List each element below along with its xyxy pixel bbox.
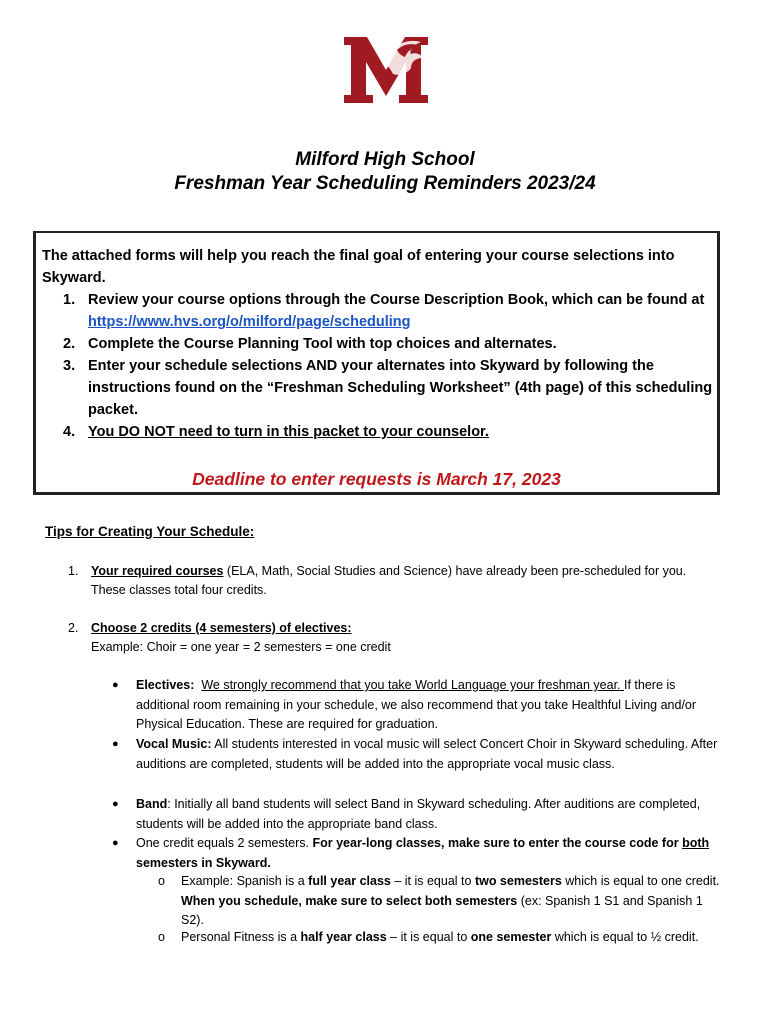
step-number: 2. bbox=[63, 336, 76, 352]
list-item bbox=[112, 735, 722, 774]
step-number: 1. bbox=[63, 292, 76, 308]
school-logo-icon bbox=[341, 34, 431, 106]
electives-text: If there is additional room remaining in your schedule, we also recommend that you take Healthful Living and/or Physical Education. These are required for graduation. bbox=[136, 678, 697, 731]
credit-bold: For year-long classes, make sure to enter the course code for bbox=[312, 836, 683, 850]
bullet-icon: ● bbox=[112, 738, 119, 750]
list-item bbox=[112, 795, 722, 834]
sub-text: (ex: Spanish 1 S1 and Spanish 1 S2). bbox=[181, 893, 703, 927]
required-courses-text: (ELA, Math, Social Studies and Science) have already been pre-scheduled for you. These classes total four credits. bbox=[91, 564, 687, 597]
electives-recommendation: We strongly recommend that you take World Language your freshman year. bbox=[201, 678, 625, 692]
bullet-icon: ● bbox=[112, 679, 119, 691]
sub-text: which is equal to one credit. bbox=[561, 874, 720, 888]
credit-bold-end: semesters in Skyward. bbox=[136, 855, 271, 870]
intro-text: The attached forms will help you reach the final goal of entering your course selections into Skyward. bbox=[42, 248, 675, 286]
band-text: : Initially all band students will select Band in Skyward scheduling. After auditions are completed, students will be added into the appropriate band class. bbox=[136, 797, 701, 831]
list-item bbox=[158, 872, 723, 931]
list-item bbox=[42, 421, 718, 443]
electives-example: Example: Choir = one year = 2 semesters = one credit bbox=[91, 640, 391, 654]
page-title: Freshman Year Scheduling Reminders 2023/24 bbox=[174, 173, 596, 194]
sub-bold: full year class bbox=[308, 874, 391, 888]
list-item bbox=[112, 676, 722, 735]
school-name: Milford High School bbox=[295, 149, 475, 170]
instructions-box bbox=[33, 231, 720, 495]
sub-bold: When you schedule, make sure to select both semesters bbox=[181, 893, 518, 908]
item-number: 2. bbox=[68, 621, 79, 635]
credit-text: One credit equals 2 semesters. bbox=[136, 836, 313, 850]
list-item bbox=[68, 562, 718, 600]
step-number: 4. bbox=[63, 424, 76, 440]
sub-text: Personal Fitness is a bbox=[181, 930, 301, 944]
tips-heading: Tips for Creating Your Schedule: bbox=[45, 524, 255, 539]
sub-bullet-icon: o bbox=[158, 930, 165, 944]
sub-bold: two semesters bbox=[474, 874, 562, 888]
step-text: Complete the Course Planning Tool with top choices and alternates. bbox=[88, 336, 557, 352]
bullet-icon: ● bbox=[112, 837, 119, 849]
band-label: Band bbox=[136, 797, 168, 811]
list-item bbox=[42, 289, 718, 333]
bullet-icon: ● bbox=[112, 798, 119, 810]
sub-bold: half year class bbox=[300, 930, 387, 944]
electives-label: Electives: bbox=[136, 678, 195, 692]
step-text: You DO NOT need to turn in this packet to your counselor. bbox=[88, 424, 489, 440]
electives-heading: Choose 2 credits (4 semesters) of electives: bbox=[91, 621, 352, 635]
steps-list bbox=[42, 289, 718, 443]
sub-text: – it is equal to bbox=[386, 930, 471, 944]
step-number: 3. bbox=[63, 358, 76, 374]
credit-both: both bbox=[682, 836, 710, 850]
sub-bullet-icon: o bbox=[158, 874, 165, 888]
sub-text: – it is equal to bbox=[390, 874, 475, 888]
sub-text: which is equal to ½ credit. bbox=[551, 930, 699, 944]
list-item bbox=[68, 619, 718, 657]
list-item bbox=[158, 928, 723, 948]
step-text: Enter your schedule selections AND your alternates into Skyward by following the instructions found on the “Freshman Scheduling Worksheet” (4th page) of this scheduling packet. bbox=[88, 358, 713, 418]
sub-text: Example: Spanish is a bbox=[181, 874, 309, 888]
deadline-notice: Deadline to enter requests is March 17, 2023 bbox=[192, 469, 561, 489]
item-number: 1. bbox=[68, 564, 79, 578]
step-text: Review your course options through the Course Description Book, which can be found at bbox=[88, 292, 705, 308]
required-courses-label: Your required courses bbox=[91, 564, 224, 578]
list-item bbox=[42, 333, 718, 355]
vocal-music-text: All students interested in vocal music will select Concert Choir in Skyward scheduling. After auditions are completed, students will be added into the appropriate vocal music class. bbox=[136, 737, 718, 771]
list-item bbox=[42, 355, 718, 421]
list-item bbox=[112, 834, 722, 873]
vocal-music-label: Vocal Music: bbox=[136, 737, 212, 751]
sub-bold: one semester bbox=[470, 930, 552, 944]
scheduling-link[interactable]: https://www.hvs.org/o/milford/page/scheduling bbox=[88, 314, 411, 330]
